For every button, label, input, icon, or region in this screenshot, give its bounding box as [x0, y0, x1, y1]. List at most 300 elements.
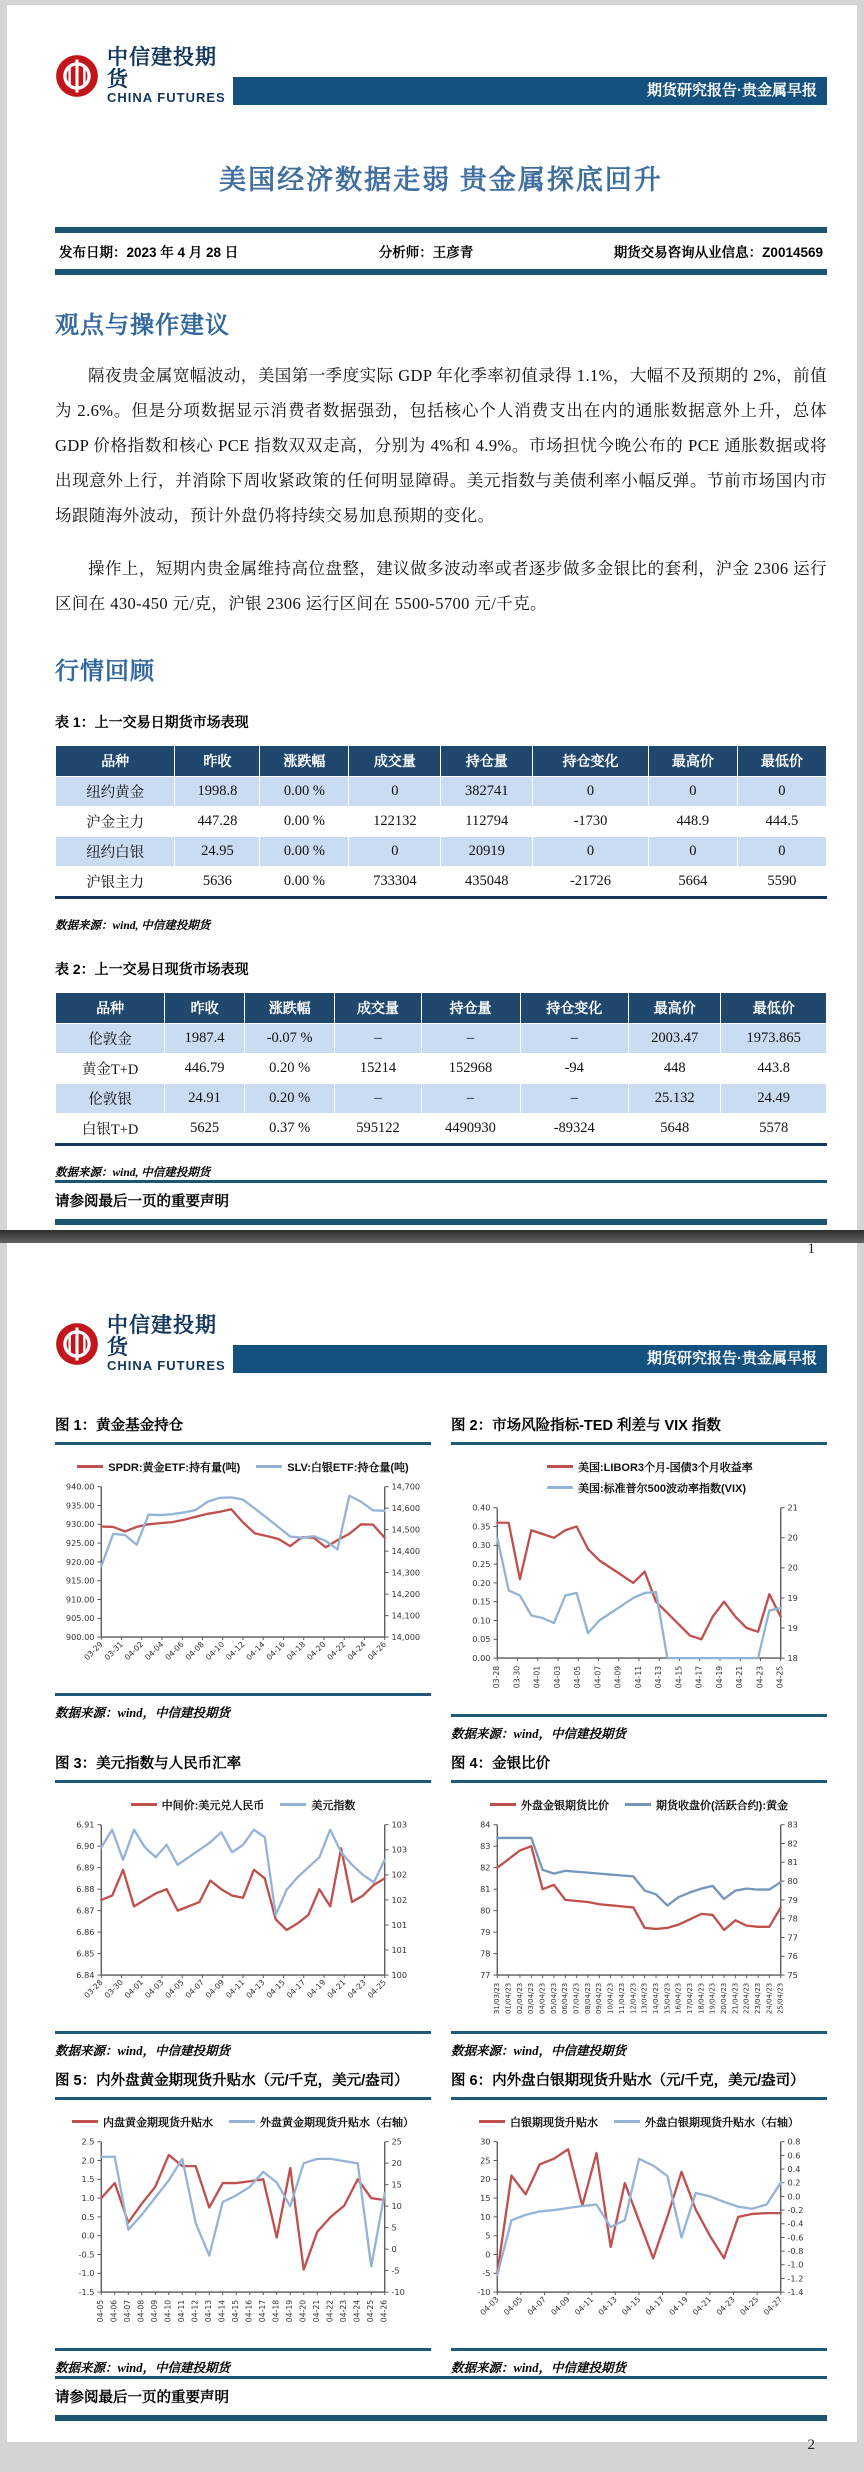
svg-text:102: 102: [391, 1869, 408, 1880]
table-cell: -1730: [533, 806, 649, 836]
svg-text:0.20: 0.20: [472, 1577, 491, 1588]
svg-text:04-02: 04-02: [122, 1639, 146, 1662]
svg-text:6.88: 6.88: [76, 1883, 95, 1894]
svg-text:930.00: 930.00: [65, 1518, 95, 1529]
svg-text:80: 80: [480, 1905, 491, 1916]
table-cell: –: [421, 1083, 520, 1113]
svg-text:04-27: 04-27: [761, 2294, 785, 2317]
futures-table: [55, 745, 827, 899]
table-cell: 沪银主力: [56, 866, 175, 897]
table-cell: 435048: [441, 866, 533, 897]
svg-text:04-13: 04-13: [596, 2294, 619, 2317]
svg-text:6.87: 6.87: [76, 1905, 95, 1916]
brand: [55, 1315, 233, 1373]
svg-text:82: 82: [787, 1838, 798, 1849]
table-cell: 20919: [441, 836, 533, 866]
svg-text:04-05: 04-05: [502, 2294, 525, 2317]
svg-text:0.30: 0.30: [472, 1539, 491, 1550]
legend-line-icon: [479, 2120, 505, 2123]
table-cell: –: [335, 1023, 421, 1053]
svg-text:84: 84: [480, 1819, 491, 1830]
svg-text:04-20: 04-20: [305, 1639, 328, 1662]
report-title: 美国经济数据走弱 贵金属探底回升: [219, 164, 663, 195]
svg-text:-0.6: -0.6: [787, 2232, 804, 2243]
svg-text:75: 75: [787, 1969, 798, 1980]
svg-text:04-05: 04-05: [573, 1665, 583, 1688]
table-row: [56, 1023, 827, 1053]
svg-text:04-04: 04-04: [143, 1639, 166, 1662]
svg-text:100: 100: [391, 1969, 408, 1980]
svg-text:31/03/23: 31/03/23: [493, 1982, 502, 2014]
table-header-cell: 涨跌幅: [244, 992, 334, 1023]
legend-item: [547, 1480, 746, 1496]
svg-text:04/04/23: 04/04/23: [538, 1982, 547, 2014]
table-header-cell: 成交量: [335, 992, 421, 1023]
report-banner: 期货研究报告·贵金属早报: [233, 77, 827, 105]
svg-text:80: 80: [787, 1875, 798, 1886]
svg-text:04-25: 04-25: [738, 2294, 761, 2317]
svg-text:04-11: 04-11: [177, 2299, 187, 2323]
svg-text:04-15: 04-15: [231, 2299, 241, 2323]
svg-text:0.8: 0.8: [787, 2136, 801, 2147]
brand-name-cn: 中信建投期货: [107, 1314, 217, 1360]
svg-text:-1.2: -1.2: [787, 2273, 804, 2284]
svg-text:0: 0: [391, 2243, 397, 2254]
table-header-cell: 品种: [56, 745, 175, 776]
svg-text:1.0: 1.0: [81, 2192, 95, 2203]
page-number: 1: [807, 1240, 815, 1257]
table-cell: 5625: [165, 1113, 245, 1144]
svg-text:0.10: 0.10: [472, 1615, 491, 1626]
svg-text:19: 19: [787, 1592, 798, 1603]
legend-item: [490, 1797, 609, 1813]
svg-text:04-21: 04-21: [325, 1977, 348, 2000]
svg-text:04-26: 04-26: [365, 1639, 389, 1662]
table-row: [56, 1053, 827, 1083]
chart-block-4: [451, 1752, 827, 2059]
svg-text:04-09: 04-09: [613, 1665, 623, 1688]
svg-text:04-23: 04-23: [755, 1665, 765, 1688]
svg-text:-1.0: -1.0: [78, 2268, 95, 2279]
table-header-cell: 持仓变化: [533, 745, 649, 776]
table-header-cell: 品种: [56, 992, 165, 1023]
svg-text:04-11: 04-11: [224, 1977, 247, 2000]
legend-label: SLV:白银ETF:持仓量(吨): [287, 1461, 409, 1474]
svg-text:04-03: 04-03: [143, 1977, 166, 2000]
table-header-cell: 最低价: [737, 745, 826, 776]
svg-text:940.00: 940.00: [65, 1481, 95, 1492]
company-logo-icon: [55, 1322, 99, 1366]
svg-text:04-07: 04-07: [593, 1665, 603, 1688]
table-header-cell: 持仓变化: [520, 992, 628, 1023]
svg-text:04-25: 04-25: [366, 2299, 376, 2323]
svg-text:82: 82: [480, 1862, 491, 1873]
table-cell: 5636: [175, 866, 260, 897]
legend-label: 外盘白银期现货升贴水（右轴）: [645, 2116, 799, 2129]
chart-canvas: [451, 2134, 827, 2346]
chart-legend: [451, 2114, 827, 2130]
brand-name-en: CHINA FUTURES: [107, 90, 226, 106]
svg-text:03-30: 03-30: [102, 1977, 125, 2000]
chart-block-6: [451, 2069, 827, 2376]
table-cell: 纽约白银: [56, 836, 175, 866]
svg-text:14,600: 14,600: [391, 1502, 421, 1513]
chart-caption: 图 6：内外盘白银期现货升贴水（元/千克，美元/盎司）: [451, 2069, 827, 2100]
table-cell: 0.00 %: [260, 776, 349, 806]
svg-text:04-13: 04-13: [654, 1665, 664, 1688]
svg-text:76: 76: [787, 1951, 798, 1962]
table-caption-1: 表 1：上一交易日期货市场表现: [55, 713, 249, 730]
svg-text:15: 15: [391, 2179, 402, 2190]
svg-text:0.40: 0.40: [472, 1502, 491, 1513]
svg-text:04-05: 04-05: [163, 1977, 186, 2000]
table-cell: –: [335, 1083, 421, 1113]
table-header-cell: 昨收: [175, 745, 260, 776]
report-page-1: [7, 5, 857, 1257]
svg-text:04-18: 04-18: [284, 1639, 308, 1662]
chart-block-1: [55, 1414, 431, 1742]
svg-text:16/04/23: 16/04/23: [674, 1982, 683, 2014]
table-cell: 5664: [648, 866, 737, 897]
svg-text:12/04/23: 12/04/23: [629, 1982, 638, 2014]
svg-text:20/04/23: 20/04/23: [719, 1982, 728, 2014]
svg-text:03-28: 03-28: [82, 1977, 105, 2000]
svg-text:14,700: 14,700: [391, 1481, 421, 1492]
svg-text:10/04/23: 10/04/23: [606, 1982, 615, 2014]
svg-text:15/04/23: 15/04/23: [663, 1982, 672, 2014]
table-cell: 1973.865: [721, 1023, 827, 1053]
table-cell: 黄金T+D: [56, 1053, 165, 1083]
svg-text:18: 18: [787, 1652, 798, 1663]
svg-text:04-19: 04-19: [285, 2299, 295, 2323]
svg-text:-0.2: -0.2: [787, 2204, 804, 2215]
svg-text:102: 102: [391, 1894, 408, 1905]
svg-text:6.86: 6.86: [76, 1926, 95, 1937]
footer-notice: 请参阅最后一页的重要声明: [55, 1180, 827, 1225]
table-row: [56, 776, 827, 806]
table-cell: -0.07 %: [244, 1023, 334, 1053]
page-footer: [55, 2376, 827, 2472]
table-cell: –: [520, 1023, 628, 1053]
svg-text:-5: -5: [482, 2268, 491, 2279]
svg-text:78: 78: [480, 1948, 491, 1959]
table-cell: 0.00 %: [260, 836, 349, 866]
svg-text:0.15: 0.15: [472, 1596, 491, 1607]
svg-text:21/04/23: 21/04/23: [731, 1982, 740, 2014]
table-header-cell: 持仓量: [441, 745, 533, 776]
chart-caption: 图 5：内外盘黄金期现货升贴水（元/千克，美元/盎司）: [55, 2069, 431, 2100]
svg-text:-0.8: -0.8: [787, 2245, 804, 2256]
svg-text:04-21: 04-21: [691, 2294, 714, 2317]
table-cell: 444.5: [737, 806, 826, 836]
svg-text:04-16: 04-16: [244, 2299, 254, 2323]
svg-text:103: 103: [391, 1844, 408, 1855]
svg-text:04-07: 04-07: [183, 1977, 206, 2000]
svg-text:04-20: 04-20: [298, 2299, 308, 2323]
table-cell: 0.20 %: [244, 1053, 334, 1083]
svg-text:04-09: 04-09: [549, 2294, 572, 2317]
svg-text:04-15: 04-15: [674, 1665, 684, 1688]
analyst: 分析师：王彦青: [378, 244, 474, 260]
svg-text:04-25: 04-25: [775, 1665, 785, 1688]
svg-text:10: 10: [391, 2200, 402, 2211]
legend-line-icon: [280, 1803, 306, 1806]
svg-text:04-17: 04-17: [284, 1977, 308, 2000]
svg-text:101: 101: [391, 1919, 408, 1930]
svg-text:04-07: 04-07: [525, 2294, 548, 2317]
svg-text:0.05: 0.05: [472, 1633, 491, 1644]
table-cell: 5578: [721, 1113, 827, 1144]
svg-text:04-25: 04-25: [365, 1977, 389, 2000]
charts-grid: [55, 1414, 827, 2376]
svg-text:103: 103: [391, 1819, 408, 1830]
chart-canvas: [55, 1479, 431, 1691]
svg-text:04-19: 04-19: [667, 2294, 690, 2317]
svg-text:-0.4: -0.4: [787, 2218, 804, 2229]
svg-text:04-12: 04-12: [190, 2299, 200, 2323]
table-header-cell: 最高价: [628, 992, 721, 1023]
table-cell: 595122: [335, 1113, 421, 1144]
table-cell: 0.00 %: [260, 866, 349, 897]
table-cell: 伦敦银: [56, 1083, 165, 1113]
meta-bar: [55, 227, 827, 275]
table-cell: -89324: [520, 1113, 628, 1144]
table-cell: 24.95: [175, 836, 260, 866]
svg-text:0.5: 0.5: [81, 2211, 95, 2222]
legend-item: [131, 1797, 265, 1813]
legend-line-icon: [77, 1465, 103, 1468]
source-note: 数据来源：wind, 中信建投期货: [55, 919, 211, 932]
svg-text:04-13: 04-13: [244, 1977, 267, 2000]
svg-text:25: 25: [480, 2155, 491, 2166]
svg-text:17/04/23: 17/04/23: [685, 1982, 694, 2014]
svg-text:-0.5: -0.5: [78, 2249, 95, 2260]
table-cell: 沪金主力: [56, 806, 175, 836]
table-cell: 448: [628, 1053, 721, 1083]
svg-text:6.91: 6.91: [76, 1819, 95, 1830]
svg-text:04-06: 04-06: [109, 2299, 119, 2323]
svg-text:04-17: 04-17: [694, 1665, 704, 1688]
chart-block-3: [55, 1752, 431, 2059]
table-cell: 0: [648, 776, 737, 806]
svg-text:11/04/23: 11/04/23: [617, 1982, 626, 2014]
chart-canvas: [55, 2134, 431, 2346]
svg-text:04-23: 04-23: [339, 2299, 349, 2323]
svg-text:81: 81: [480, 1883, 491, 1894]
table-cell: -21726: [533, 866, 649, 897]
table-cell: 448.9: [648, 806, 737, 836]
svg-text:0.0: 0.0: [81, 2230, 95, 2241]
svg-text:18/04/23: 18/04/23: [697, 1982, 706, 2014]
chart-caption: 图 3：美元指数与人民币汇率: [55, 1752, 431, 1783]
table-row: [56, 836, 827, 866]
svg-text:-10: -10: [391, 2286, 405, 2297]
legend-item: [229, 2114, 414, 2130]
svg-text:04-21: 04-21: [312, 2299, 322, 2323]
svg-text:6.89: 6.89: [76, 1862, 95, 1873]
svg-text:04-08: 04-08: [183, 1639, 206, 1662]
table-cell: 2003.47: [628, 1023, 721, 1053]
svg-text:24/04/23: 24/04/23: [765, 1982, 774, 2014]
svg-text:04-09: 04-09: [150, 2299, 160, 2323]
svg-text:905.00: 905.00: [65, 1612, 95, 1623]
table-row: [56, 1113, 827, 1144]
table-caption-2: 表 2：上一交易日现货市场表现: [55, 960, 249, 977]
document-sheet: [7, 5, 857, 2454]
svg-text:0.00: 0.00: [472, 1652, 491, 1663]
svg-text:19/04/23: 19/04/23: [708, 1982, 717, 2014]
table-cell: 443.8: [721, 1053, 827, 1083]
table-header-cell: 持仓量: [421, 992, 520, 1023]
svg-text:-1.0: -1.0: [787, 2259, 804, 2270]
svg-text:6.85: 6.85: [76, 1948, 95, 1959]
svg-text:79: 79: [787, 1894, 798, 1905]
source-note: 数据来源：wind，中信建投期货: [451, 2031, 827, 2059]
table-cell: 0.20 %: [244, 1083, 334, 1113]
svg-text:04-22: 04-22: [325, 2299, 335, 2323]
svg-text:14,200: 14,200: [391, 1588, 421, 1599]
svg-text:04-18: 04-18: [271, 2299, 281, 2323]
legend-line-icon: [490, 1803, 516, 1806]
legend-line-icon: [547, 1465, 573, 1468]
legend-label: SPDR:黄金ETF:持有量(吨): [108, 1461, 241, 1474]
line-chart: [451, 1817, 827, 2029]
svg-text:04-16: 04-16: [264, 1639, 287, 1662]
svg-text:04-19: 04-19: [305, 1977, 328, 2000]
svg-text:0: 0: [485, 2249, 491, 2260]
table-cell: 446.79: [165, 1053, 245, 1083]
legend-item: [479, 2114, 598, 2130]
svg-text:14,500: 14,500: [391, 1524, 421, 1535]
legend-label: 期货收盘价(活跃合约):黄金: [656, 1799, 788, 1812]
svg-text:04-09: 04-09: [203, 1977, 227, 2000]
svg-text:6.84: 6.84: [76, 1969, 95, 1980]
svg-text:20: 20: [787, 1532, 798, 1543]
table-cell: 152968: [421, 1053, 520, 1083]
table-cell: 447.28: [175, 806, 260, 836]
svg-text:920.00: 920.00: [65, 1556, 95, 1567]
legend-label: 中间价:美元兑人民币: [161, 1799, 265, 1812]
report-banner: 期货研究报告·贵金属早报: [233, 1345, 827, 1373]
svg-text:101: 101: [391, 1944, 408, 1955]
table-cell: –: [421, 1023, 520, 1053]
svg-text:20: 20: [391, 2158, 402, 2169]
legend-item: [625, 1797, 788, 1813]
source-note: 数据来源：wind，中信建投期货: [451, 1714, 827, 1742]
section-heading-review: 行情回顾: [55, 658, 155, 685]
legend-item: [256, 1459, 408, 1475]
table-cell: 伦敦金: [56, 1023, 165, 1053]
svg-text:04-17: 04-17: [258, 2299, 268, 2323]
table-cell: 112794: [441, 806, 533, 836]
table-header-cell: 涨跌幅: [260, 745, 349, 776]
svg-text:07/04/23: 07/04/23: [572, 1982, 581, 2014]
license-info: 期货交易咨询从业信息：Z0014569: [613, 244, 823, 260]
legend-line-icon: [547, 1486, 573, 1489]
legend-item: [280, 1797, 355, 1813]
svg-text:04-23: 04-23: [345, 1977, 368, 2000]
svg-text:13/04/23: 13/04/23: [640, 1982, 649, 2014]
svg-text:04-26: 04-26: [379, 2299, 389, 2323]
legend-item: [77, 1459, 240, 1475]
chart-legend: [55, 1459, 431, 1475]
svg-text:83: 83: [787, 1819, 798, 1830]
svg-text:21: 21: [787, 1502, 798, 1513]
legend-item: [547, 1459, 753, 1475]
source-note: 数据来源：wind，中信建投期货: [451, 2348, 827, 2376]
table-cell: 白银T+D: [56, 1113, 165, 1144]
svg-text:0.0: 0.0: [787, 2191, 801, 2202]
page-header: [55, 1243, 827, 1373]
table-cell: 0: [533, 776, 649, 806]
svg-text:01/04/23: 01/04/23: [504, 1982, 513, 2014]
svg-text:2.5: 2.5: [81, 2136, 95, 2147]
svg-text:06/04/23: 06/04/23: [561, 1982, 570, 2014]
svg-text:78: 78: [787, 1913, 798, 1924]
table-header-cell: 成交量: [349, 745, 441, 776]
svg-text:-1.5: -1.5: [78, 2286, 95, 2297]
svg-text:04-24: 04-24: [352, 2299, 362, 2323]
svg-text:04-05: 04-05: [96, 2299, 106, 2323]
svg-text:04-14: 04-14: [217, 2299, 227, 2323]
legend-item: [72, 2114, 213, 2130]
svg-text:04-10: 04-10: [163, 2299, 173, 2323]
chart-block-5: [55, 2069, 431, 2376]
table-cell: 0.37 %: [244, 1113, 334, 1144]
svg-text:935.00: 935.00: [65, 1500, 95, 1511]
svg-text:0.4: 0.4: [787, 2163, 801, 2174]
svg-text:20: 20: [480, 2174, 491, 2185]
svg-text:04-01: 04-01: [532, 1665, 542, 1688]
svg-text:20: 20: [787, 1562, 798, 1573]
svg-text:915.00: 915.00: [65, 1575, 95, 1586]
footer-notice: 请参阅最后一页的重要声明: [55, 2376, 827, 2421]
table-cell: 0: [533, 836, 649, 866]
chart-legend: [55, 2114, 431, 2130]
table-cell: 122132: [349, 806, 441, 836]
source-note: 数据来源：wind，中信建投期货: [55, 2348, 431, 2376]
chart-canvas: [451, 1817, 827, 2029]
svg-text:02/04/23: 02/04/23: [515, 1982, 524, 2014]
line-chart: [451, 1500, 827, 1712]
svg-text:04-21: 04-21: [735, 1665, 745, 1688]
legend-line-icon: [256, 1465, 282, 1468]
table-header-cell: 最高价: [648, 745, 737, 776]
chart-block-2: [451, 1414, 827, 1742]
chart-canvas: [451, 1500, 827, 1712]
svg-text:14,100: 14,100: [391, 1610, 421, 1621]
table-cell: 24.91: [165, 1083, 245, 1113]
svg-text:04-15: 04-15: [620, 2294, 643, 2317]
svg-text:04-03: 04-03: [478, 2294, 501, 2317]
svg-text:04-07: 04-07: [123, 2299, 133, 2323]
table-cell: 0: [349, 776, 441, 806]
legend-item: [614, 2114, 799, 2130]
legend-line-icon: [72, 2120, 98, 2123]
svg-text:09/04/23: 09/04/23: [595, 1982, 604, 2014]
svg-text:04-22: 04-22: [325, 1639, 348, 1662]
svg-text:900.00: 900.00: [65, 1631, 95, 1642]
legend-label: 内盘黄金期现货升贴水: [103, 2116, 213, 2129]
table-cell: 733304: [349, 866, 441, 897]
page-header: [55, 5, 827, 105]
svg-text:81: 81: [787, 1857, 798, 1868]
svg-text:15: 15: [480, 2192, 491, 2203]
svg-text:6.90: 6.90: [76, 1840, 95, 1851]
svg-text:04-24: 04-24: [345, 1639, 368, 1662]
svg-text:23/04/23: 23/04/23: [753, 1982, 762, 2014]
svg-text:0.35: 0.35: [472, 1521, 491, 1532]
